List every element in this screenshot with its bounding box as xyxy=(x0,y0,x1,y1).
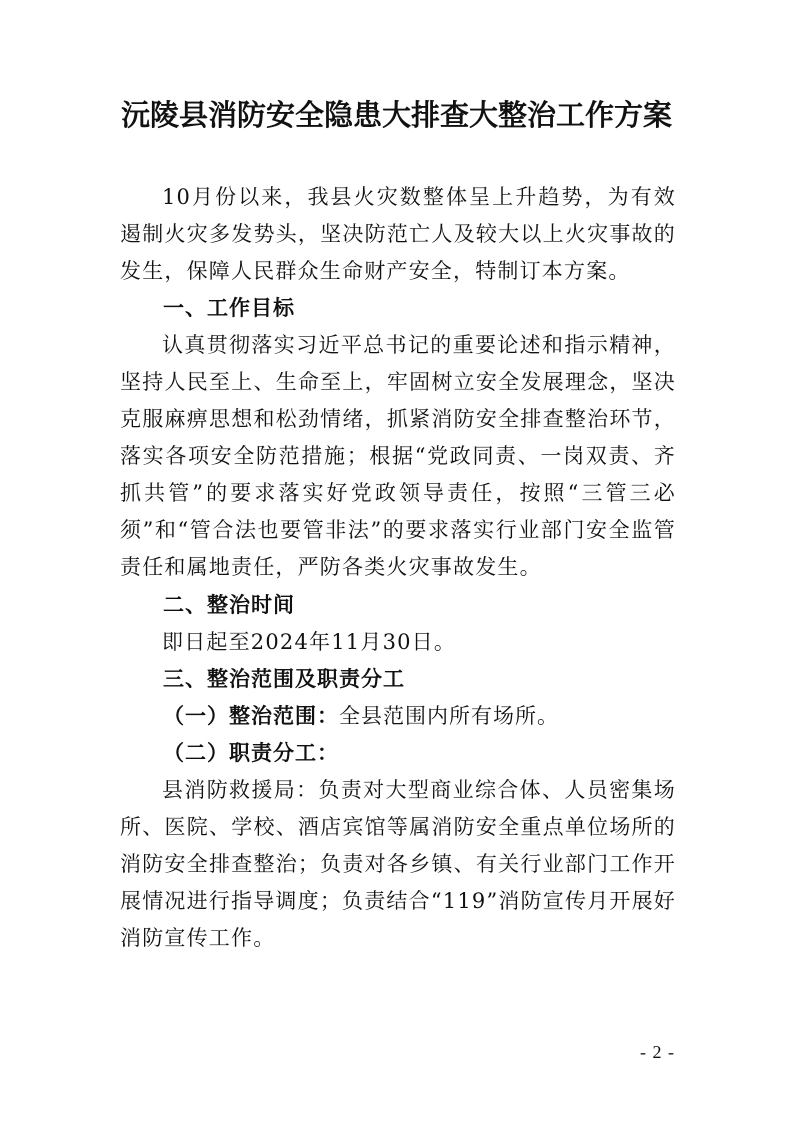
section3-heading: 三、整治范围及职责分工 xyxy=(163,667,405,691)
section3-paragraph: 县消防救援局：负责对大型商业综合体、人员密集场所、医院、学校、酒店宾馆等属消防安全重点单位场所的消防安全排查整治；负责对各乡镇、有关行业部门工作开展情况进行指导调度；负责结合“119”消防宣传月开展好消防宣传工作。 xyxy=(120,778,676,950)
section2-paragraph: 即日起至2024年11月30日。 xyxy=(162,630,457,654)
section3-sub1-text: 全县范围内所有场所。 xyxy=(339,704,559,728)
section3-sub2-label: （二）职责分工： xyxy=(163,741,339,765)
section3-sub1-label: （一）整治范围： xyxy=(163,704,339,728)
document-title: 沅陵县消防安全隐患大排查大整治工作方案 xyxy=(120,98,672,132)
section3-sub1 xyxy=(163,698,559,735)
section1-heading: 一、工作目标 xyxy=(163,296,295,320)
intro-paragraph: 10月份以来，我县火灾数整体呈上升趋势，为有效遏制火灾多发势头，坚决防范亡人及较大以上火灾事故的发生，保障人民群众生命财产安全，特制订本方案。 xyxy=(120,185,676,283)
section3-sub2 xyxy=(163,735,339,772)
section1-paragraph: 认真贯彻落实习近平总书记的重要论述和指示精神，坚持人民至上、生命至上，牢固树立安全发展理念，坚决克服麻痹思想和松劲情绪，抓紧消防安全排查整治环节，落实各项安全防范措施；根据“党政同责、一岗双责、齐抓共管”的要求落实好党政领导责任，按照“三管三必须”和“管合法也要管非法”的要求落实行业部门安全监管责任和属地责任，严防各类火灾事故发生。 xyxy=(120,333,676,579)
section2-heading: 二、整治时间 xyxy=(163,593,295,617)
page-number: - 2 - xyxy=(640,1042,675,1062)
